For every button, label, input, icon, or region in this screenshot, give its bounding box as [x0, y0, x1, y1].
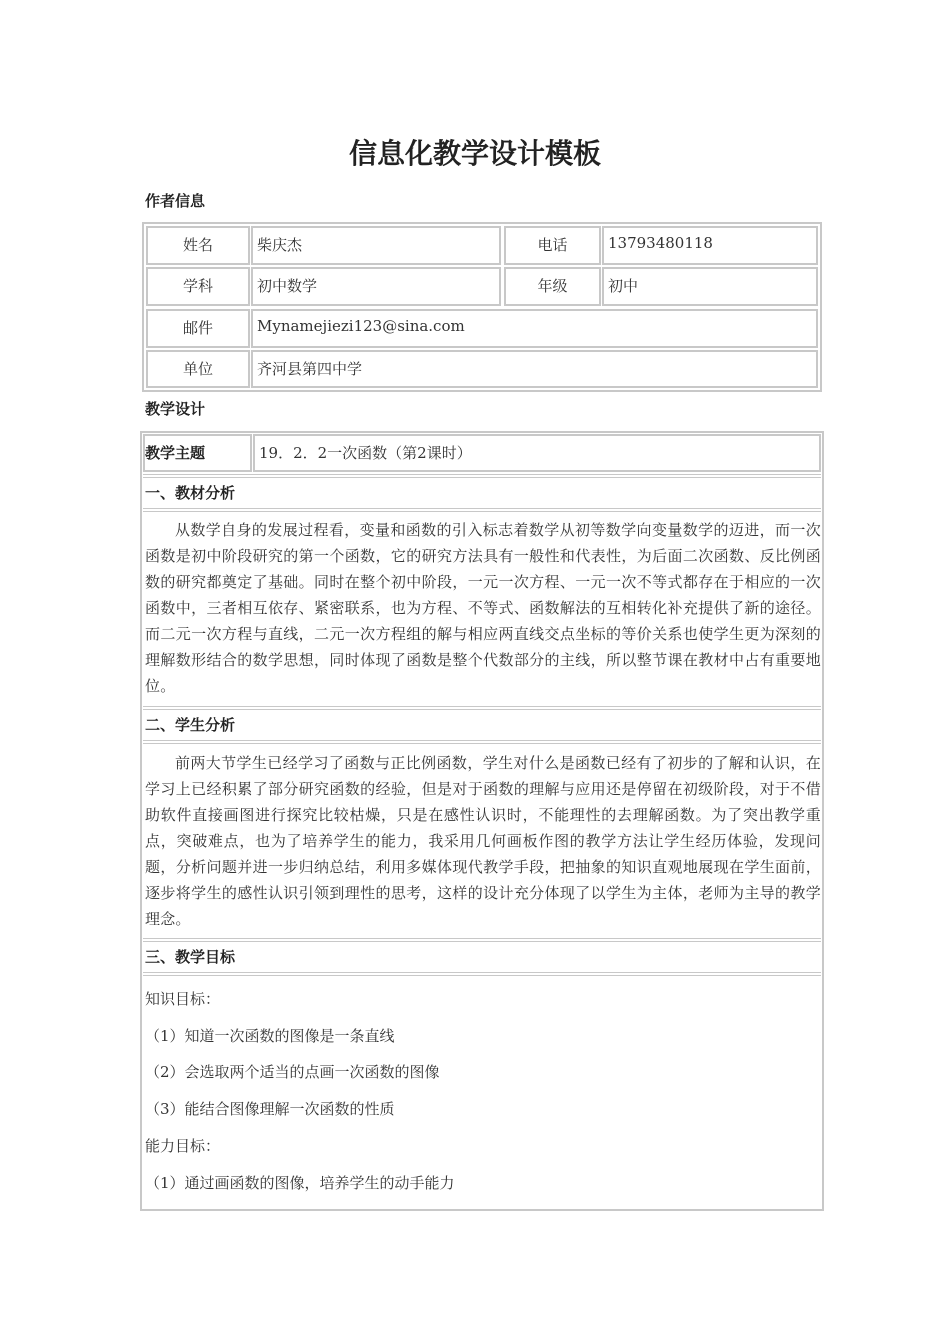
unit-label: 单位	[182, 360, 213, 378]
unit-label-cell	[146, 350, 250, 388]
author-subject: 初中数学	[257, 277, 318, 295]
page-title: 信息化教学设计模板	[348, 137, 601, 170]
topic-value: 19．2．2一次函数（第2课时）	[259, 444, 472, 462]
unit-cell	[251, 350, 818, 388]
material-paragraph: 从数学自身的发展过程看，变量和函数的引入标志着数学从初等数学向变量数学的迈进，而一次函数是初中阶段研究的第一个函数，它的研究方法具有一般性和代表性，为后面二次函数、反比例函数的研究都奠定了基础。同时在整个初中阶段，一元一次方程、一元一次不等式都存在于相应的一次函数中，三者相互依存、紧密联系，也为方程、不等式、函数解法的互相转化补充提供了新的途径。而二元一次方程与直线，二元一次方程组的解与相应两直线交点坐标的等价关系也使学生更为深刻的理解数形结合的数学思想，同时体现了函数是整个代数部分的主线，所以整节课在教材中占有重要地位。	[145, 521, 821, 695]
phone-label: 电话	[537, 236, 568, 254]
name-label: 姓名	[182, 236, 213, 254]
author-email: Mynamejiezi123@sina.com	[257, 317, 465, 335]
author-name: 柴庆杰	[257, 236, 303, 254]
topic-label-cell	[143, 434, 252, 472]
grade-label: 年级	[537, 277, 568, 295]
name-cell	[251, 226, 501, 265]
author-unit: 齐河县第四中学	[257, 360, 363, 378]
grade-label-cell	[504, 267, 601, 306]
phone-label-cell	[504, 226, 601, 265]
row-divider	[143, 706, 821, 710]
knowledge-label: 知识目标：	[145, 990, 221, 1008]
author-phone: 13793480118	[608, 234, 713, 252]
email-cell	[251, 309, 818, 348]
ability-label: 能力目标：	[145, 1137, 221, 1155]
row-divider	[143, 474, 821, 478]
ability-item: （1）通过画函数的图像，培养学生的动手能力	[145, 1174, 455, 1192]
email-label-cell	[146, 309, 250, 348]
knowledge-item: （2）会选取两个适当的点画一次函数的图像	[145, 1063, 440, 1081]
student-paragraph: 前两大节学生已经学习了函数与正比例函数，学生对什么是函数已经有了初步的了解和认识，在学习上已经积累了部分研究函数的经验，但是对于函数的理解与应用还是停留在初级阶段，对于不借助软件直接画图进行探究比较枯燥，只是在感性认识时，不能理性的去理解函数。为了突出教学重点，突破难点，也为了培养学生的能力，我采用几何画板作图的教学方法让学生经历体验，发现问题，分析问题并进一步归纳总结，利用多媒体现代教学手段，把抽象的知识直观地展现在学生面前，逐步将学生的感性认识引领到理性的思考，这样的设计充分体现了以学生为主体，老师为主导的教学理念。	[145, 754, 821, 928]
phone-cell	[602, 226, 818, 265]
design-section-label: 教学设计	[145, 400, 206, 418]
student-heading: 二、学生分析	[145, 716, 236, 734]
goals-heading: 三、教学目标	[145, 948, 236, 966]
grade-cell	[602, 267, 818, 306]
knowledge-item: （3）能结合图像理解一次函数的性质	[145, 1100, 395, 1118]
topic-label: 教学主题	[145, 444, 206, 462]
subject-label: 学科	[182, 277, 213, 295]
row-divider	[143, 740, 821, 744]
subject-cell	[251, 267, 501, 306]
subject-label-cell	[146, 267, 250, 306]
email-label: 邮件	[182, 319, 213, 337]
author-grade: 初中	[608, 277, 639, 295]
topic-cell	[253, 434, 821, 472]
row-divider	[143, 508, 821, 512]
name-label-cell	[146, 226, 250, 265]
knowledge-item: （1）知道一次函数的图像是一条直线	[145, 1027, 395, 1045]
material-heading: 一、教材分析	[145, 484, 236, 502]
row-divider	[143, 972, 821, 976]
author-section-label: 作者信息	[145, 192, 206, 210]
row-divider	[143, 938, 821, 942]
